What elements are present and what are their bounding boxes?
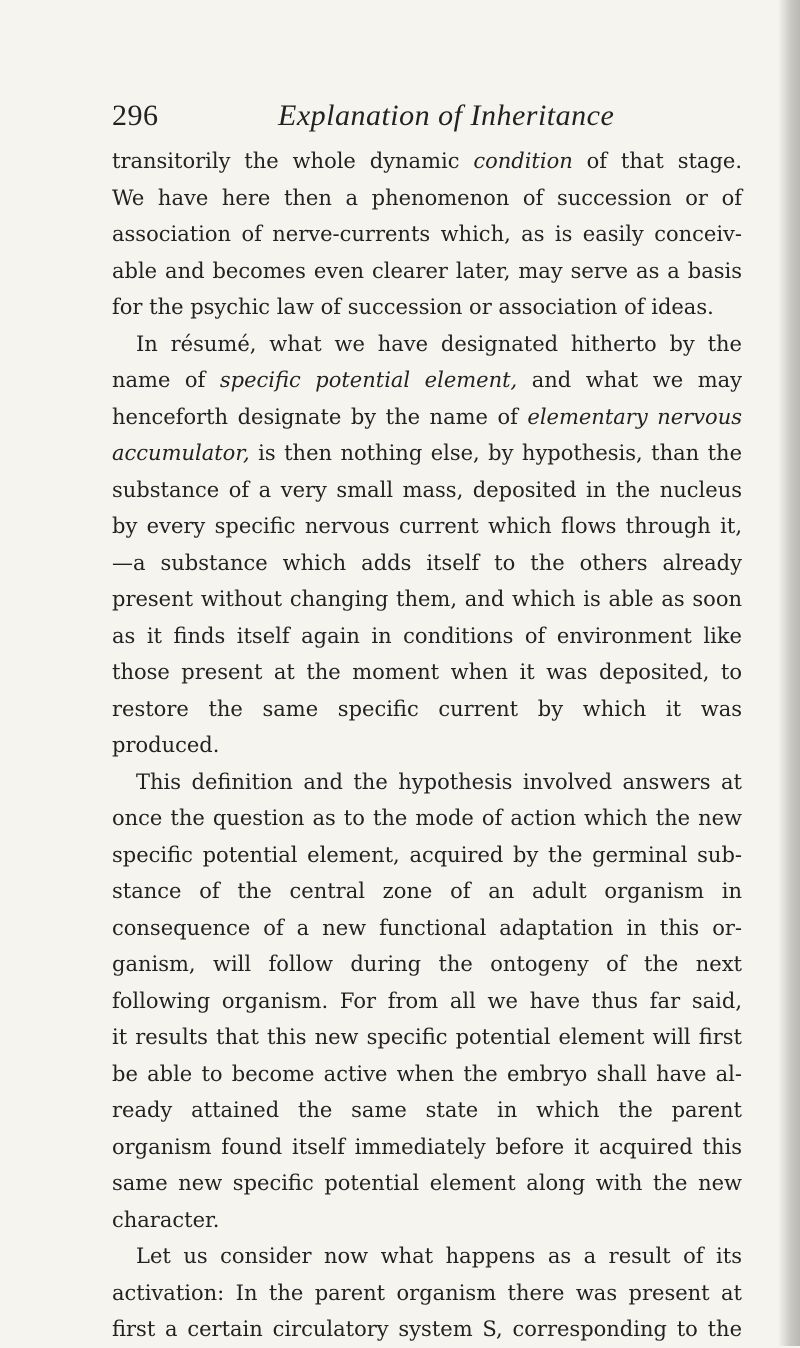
text-line: In résumé, what we have designated hitherto by the [136,331,742,356]
text-line: substance of a very small mass, deposited in the nucleus [112,477,742,502]
running-title: Explanation of Inheritance [278,99,615,132]
text-line: for the psychic law of succession or association of ideas. [112,295,714,319]
text-line: it results that this new specific potential element will first [112,1025,742,1049]
text-line: stance of the central zone of an adult organism in [112,879,742,903]
text-line: name of specific potential element, and what we may [112,368,742,392]
text-line: association of nerve-currents which, as is easily conceiv- [112,222,742,246]
page-header [112,99,752,139]
text-line: be able to become active when the embryo shall have al- [112,1061,742,1086]
text-line: activation: In the parent organism there was present at [112,1280,742,1305]
text-line: ganism, will follow during the ontogeny of the next [112,952,742,976]
text-line: those present at the moment when it was deposited, to [112,660,742,684]
text-line: ready attained the same state in which the parent [112,1098,742,1122]
text-line: first a certain circulatory system S, corresponding to the [112,1317,742,1341]
text-line: once the question as to the mode of action which the new [112,806,742,830]
text-line: character. [112,1207,220,1232]
text-line: Let us consider now what happens as a result of its [136,1244,742,1268]
text-line: —a substance which adds itself to the others already [112,550,742,575]
text-line: as it finds itself again in conditions of environment like [112,623,742,648]
text-line: able and becomes even clearer later, may serve as a basis [112,258,742,283]
text-line: henceforth designate by the name of elementary nervous [112,404,743,429]
text-line: We have here then a phenomenon of succession or of [112,185,742,210]
text-line: consequence of a new functional adaptation in this or- [112,915,742,940]
text-line: specific potential element, acquired by the germinal sub- [112,842,742,867]
text-line: accumulator, is then nothing else, by hypothesis, than the [112,441,742,465]
text-line: This definition and the hypothesis involved answers at [136,769,742,794]
text-line: same new specific potential element along with the new [112,1171,742,1195]
text-line: following organism. For from all we have thus far said, [112,988,742,1013]
body-text [112,143,742,1348]
page-number: 296 [112,99,159,132]
text-line: transitorily the whole dynamic condition of that stage. [112,149,742,173]
text-line: by every specific nervous current which flows through it, [112,514,742,538]
page-edge-shadow [778,0,800,1346]
text-line: organism found itself immediately before it acquired this [112,1134,742,1159]
text-line: present without changing them, and which is able as soon [112,587,742,611]
text-line: produced. [112,733,220,757]
text-line: restore the same specific current by which it was [112,696,742,721]
